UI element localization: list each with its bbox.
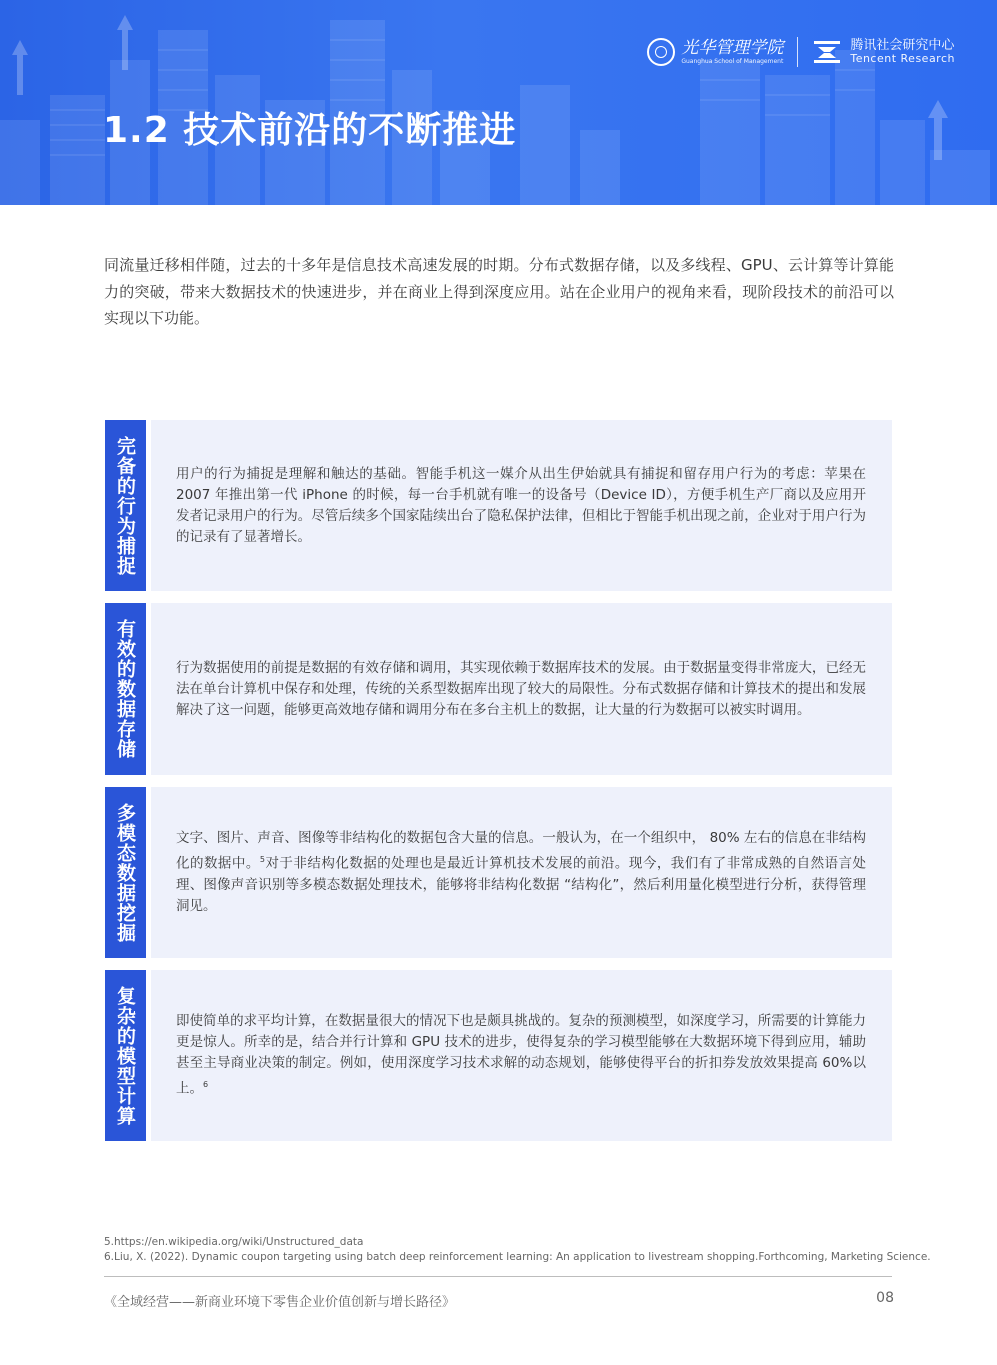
feature-text-part: 对于非结构化数据的处理也是最近计算机技术发展的前沿。现今，我们有了非常成熟的自然语言处理、图像声音识别等多模态数据处理技术，能够将非结构化数据 “结构化”，然后利用量化模型进行分析，获得管理洞见。 (176, 855, 867, 914)
feature-label-text: 有效的数据存储 (114, 619, 136, 759)
feature-text: 用户的行为捕捉是理解和触达的基础。智能手机这一媒介从出生伊始就具有捕捉和留存用户行为的考虑：苹果在 2007 年推出第一代 iPhone 的时候，每一台手机就有唯一的设备号（Device ID），方便手机生产厂商以及应用开发者记录用户的行为。尽管后续多个国家陆续出台了隐私保护法律，但相比于智能手机出现之前，企业对于用户行为的记录有了显著增长。 (176, 465, 866, 545)
feature-label (105, 420, 146, 591)
feature-data-storage (105, 603, 892, 775)
tencent-research-mark-icon (812, 39, 842, 65)
feature-text-part: 文字、图片、声音、图像等非结构化的数据包含大量的信息。一般认为，在一个组织中， 80% 左右的信息在非结构化的数据中。 (176, 830, 866, 872)
feature-label (105, 787, 146, 958)
header-banner (0, 0, 997, 205)
footnote-marker: 5 (259, 855, 265, 865)
feature-behavior-capture (105, 420, 892, 591)
footer-report-title: 《全域经营——新商业环境下零售企业价值创新与增长路径》 (104, 1295, 456, 1310)
footnote-5: 5.https://en.wikipedia.org/wiki/Unstructured_data (104, 1236, 364, 1248)
feature-body (151, 787, 892, 958)
tencent-logo-en: Tencent Research (850, 52, 955, 66)
tencent-research-logo (812, 39, 955, 65)
feature-label-text: 复杂的模型计算 (114, 985, 136, 1126)
footnote-marker: 6 (203, 1080, 209, 1090)
feature-label (105, 970, 146, 1141)
feature-label (105, 603, 146, 775)
feature-text: 行为数据使用的前提是数据的有效存储和调用，其实现依赖于数据库技术的发展。由于数据量变得非常庞大，已经无法在单台计算机中保存和处理，传统的关系型数据库出现了较大的局限性。分布式数据存储和计算技术的提出和发展解决了这一问题，能够更高效地存储和调用分布在多台主机上的数据，让大量的行为数据可以被实时调用。 (176, 659, 866, 718)
feature-text-part: 即使简单的求平均计算，在数据量很大的情况下也是颇具挑战的。复杂的预测模型，如深度学习，所需要的计算能力更是惊人。所幸的是，结合并行计算和 GPU 技术的进步，使得复杂的学习模型能够在大数据环境下得到应用，辅助甚至主导商业决策的制定。例如，使用深度学习技术求解的动态规划，能够使得平台的折扣券发放效果提高 60%以上。 (176, 1013, 866, 1097)
page-number: 08 (876, 1290, 894, 1306)
feature-body (151, 603, 892, 775)
feature-body (151, 420, 892, 591)
guanghua-logo-cn: 光华管理学院 (681, 37, 784, 58)
logo-divider (797, 37, 798, 67)
intro-paragraph: 同流量迁移相伴随，过去的十多年是信息技术高速发展的时期。分布式数据存储，以及多线程、GPU、云计算等计算能力的突破，带来大数据技术的快速进步，并在商业上得到深度应用。站在企业用户的视角来看，现阶段技术的前沿可以实现以下功能。 (104, 256, 894, 327)
guanghua-logo-en: Guanghua School of Management (681, 57, 784, 65)
guanghua-seal-icon (647, 38, 675, 66)
footnotes (104, 1235, 931, 1265)
feature-text (176, 828, 866, 917)
feature-complex-computation (105, 970, 892, 1141)
tencent-logo-cn: 腾讯社会研究中心 (850, 38, 955, 54)
feature-text (176, 1011, 866, 1100)
footnote-6: 6.Liu, X. (2022). Dynamic coupon targeting using batch deep reinforcement learning: An application to livestream shopping.Forthcoming, Marketing Science. (104, 1251, 931, 1263)
header-logos (647, 34, 955, 70)
section-title: 1.2 技术前沿的不断推进 (103, 110, 517, 151)
feature-multimodal-mining (105, 787, 892, 958)
feature-label-text: 多模态数据挖掘 (114, 802, 136, 943)
feature-label-text: 完备的行为捕捉 (114, 435, 136, 576)
footer-divider (104, 1276, 892, 1277)
guanghua-logo (647, 38, 783, 66)
feature-body (151, 970, 892, 1141)
